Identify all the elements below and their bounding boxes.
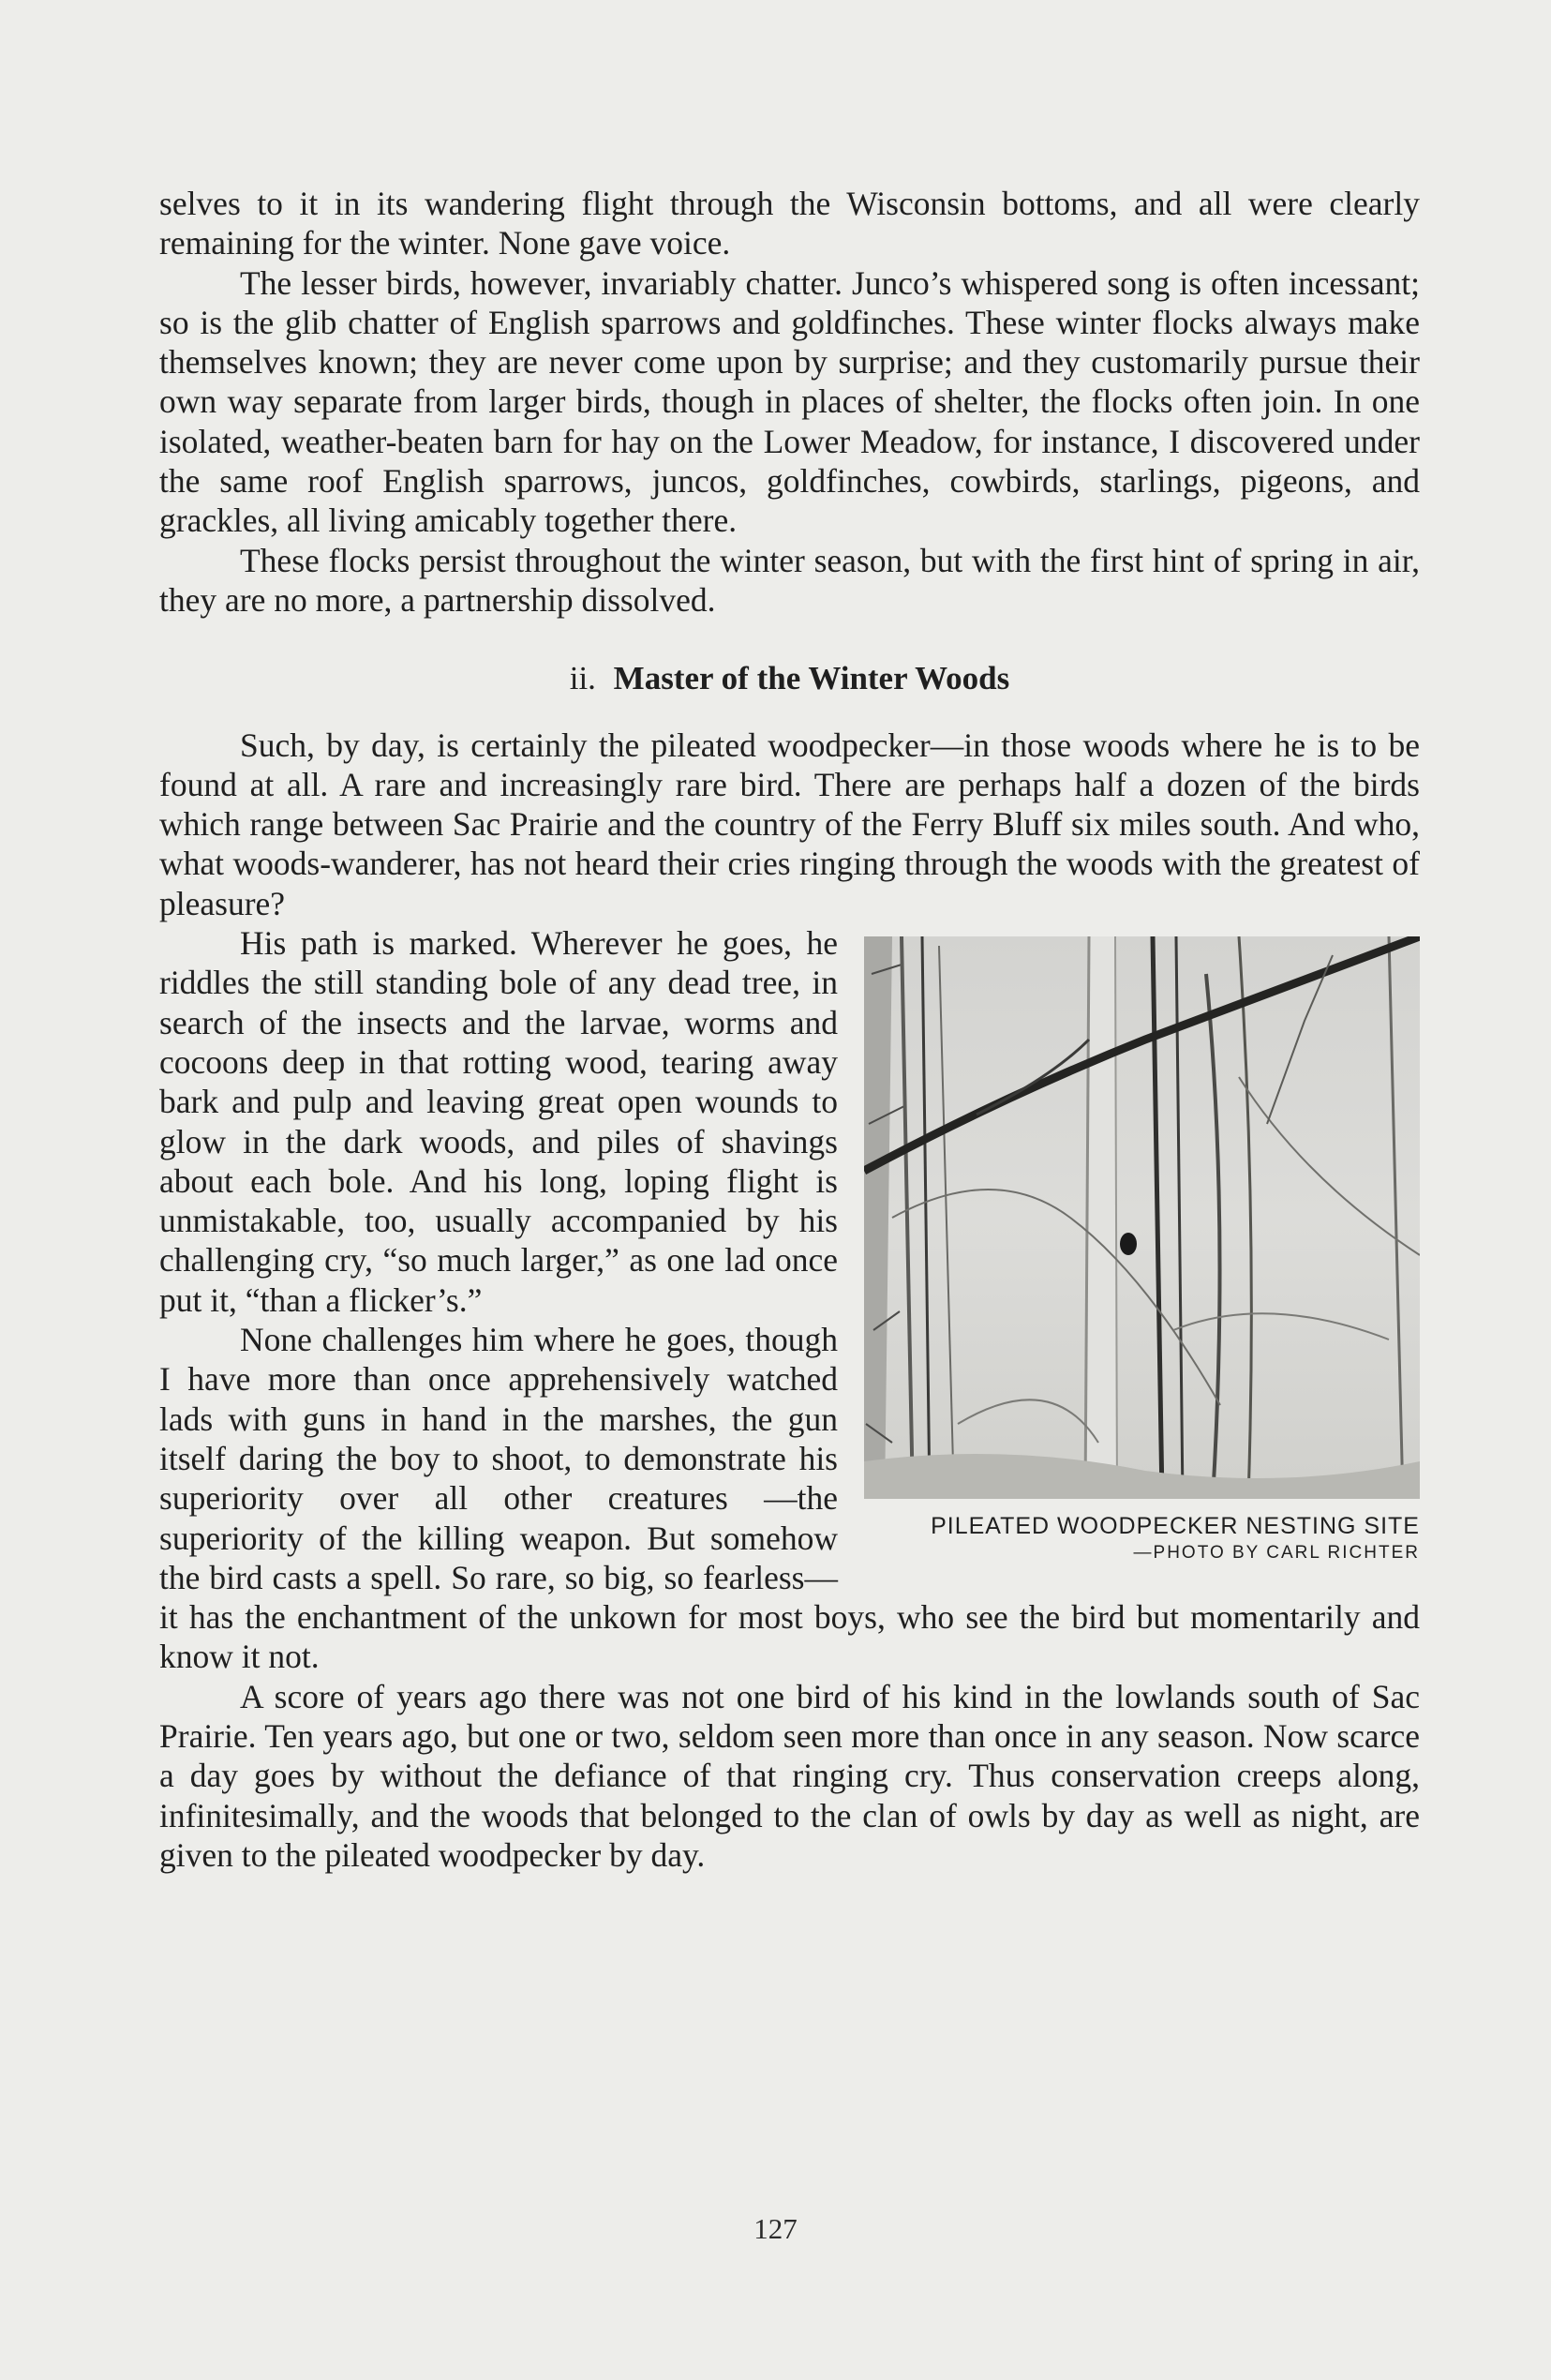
page-number: 127	[753, 2212, 798, 2245]
section-numeral: ii.	[569, 660, 596, 697]
paragraph-3: These flocks persist throughout the winter season, but with the first hint of spring in air, they are no more, a partnership dissolved.	[159, 541, 1420, 619]
paragraph-4: Such, by day, is certainly the pileated woodpecker—in those woods where he is to be found at all. A rare and increasingly rare bird. There are perhaps half a dozen of the birds which range between Sac Prairie and the country of the Ferry Bluff six miles south. And who, what woods-wanderer, has not heard their cries ringing through the woods with the greatest of pleasure?	[159, 726, 1420, 922]
paragraph-7: A score of years ago there was not one bird of his kind in the lowlands south of Sac Prairie. Ten years ago, but one or two, seldom seen more than once in any season. Now scarce a day goes by without the defiance of that ringing cry. Thus conservation creeps along, infinitesimally, and the woods that belonged to the clan of owls by day as well as night, are given to the pileated woodpecker by day.	[159, 1677, 1420, 1874]
paragraph-5: His path is marked. Wherever he goes, he riddles the still standing bole of any dead tree, in search of the insects and the larvae, worms and cocoons deep in that rotting wood, tearing away bark and pulp and leaving great open wounds to glow in the dark woods, and piles of shavings about each bole. And his long, loping flight is unmistakable, too, usually accompanied by his challenging cry, “so much larger,” as one lad once put it, “than a flicker’s.”	[159, 924, 838, 1319]
figure-caption: PILEATED WOODPECKER NESTING SITE	[931, 1513, 1420, 1540]
paragraph-1: selves to it in its wandering flight through the Wisconsin bottoms, and all were clearly remaining for the winter. None gave voice.	[159, 185, 1420, 262]
section-heading	[159, 659, 1420, 698]
woodpecker-nesting-photo	[864, 936, 1420, 1499]
paragraph-6: None challenges him where he goes, though I have more than once apprehensively watched lads with guns in hand in the marshes, the gun itself daring the boy to shoot, to demonstrate his superiority over all other creatures —the superiority of the killing weapon. But somehow the bird casts a spell. So rare, so big, so fearless—it has the enchantment of the unkown for most boys, who see the bird but momentarily and know it not.	[159, 1321, 1420, 1676]
section-title: Master of the Winter Woods	[613, 660, 1010, 697]
photo-figure	[864, 936, 1420, 1564]
page-body	[159, 184, 1420, 1875]
paragraph-2: The lesser birds, however, invariably chatter. Junco’s whispered song is often incessant; so is the glib chatter of English sparrows and goldfinches. These winter flocks always make themselves known; they are never come upon by surprise; and they customarily pursue their own way separate from larger birds, though in places of shelter, the flocks often join. In one isolated, weather-beaten barn for hay on the Lower Meadow, for instance, I discovered under the same roof English sparrows, juncos, goldfinches, cowbirds, starlings, pigeons, and grackles, all living amicably together there.	[159, 263, 1420, 540]
figure-credit: —PHOTO BY CARL RICHTER	[1133, 1543, 1420, 1564]
